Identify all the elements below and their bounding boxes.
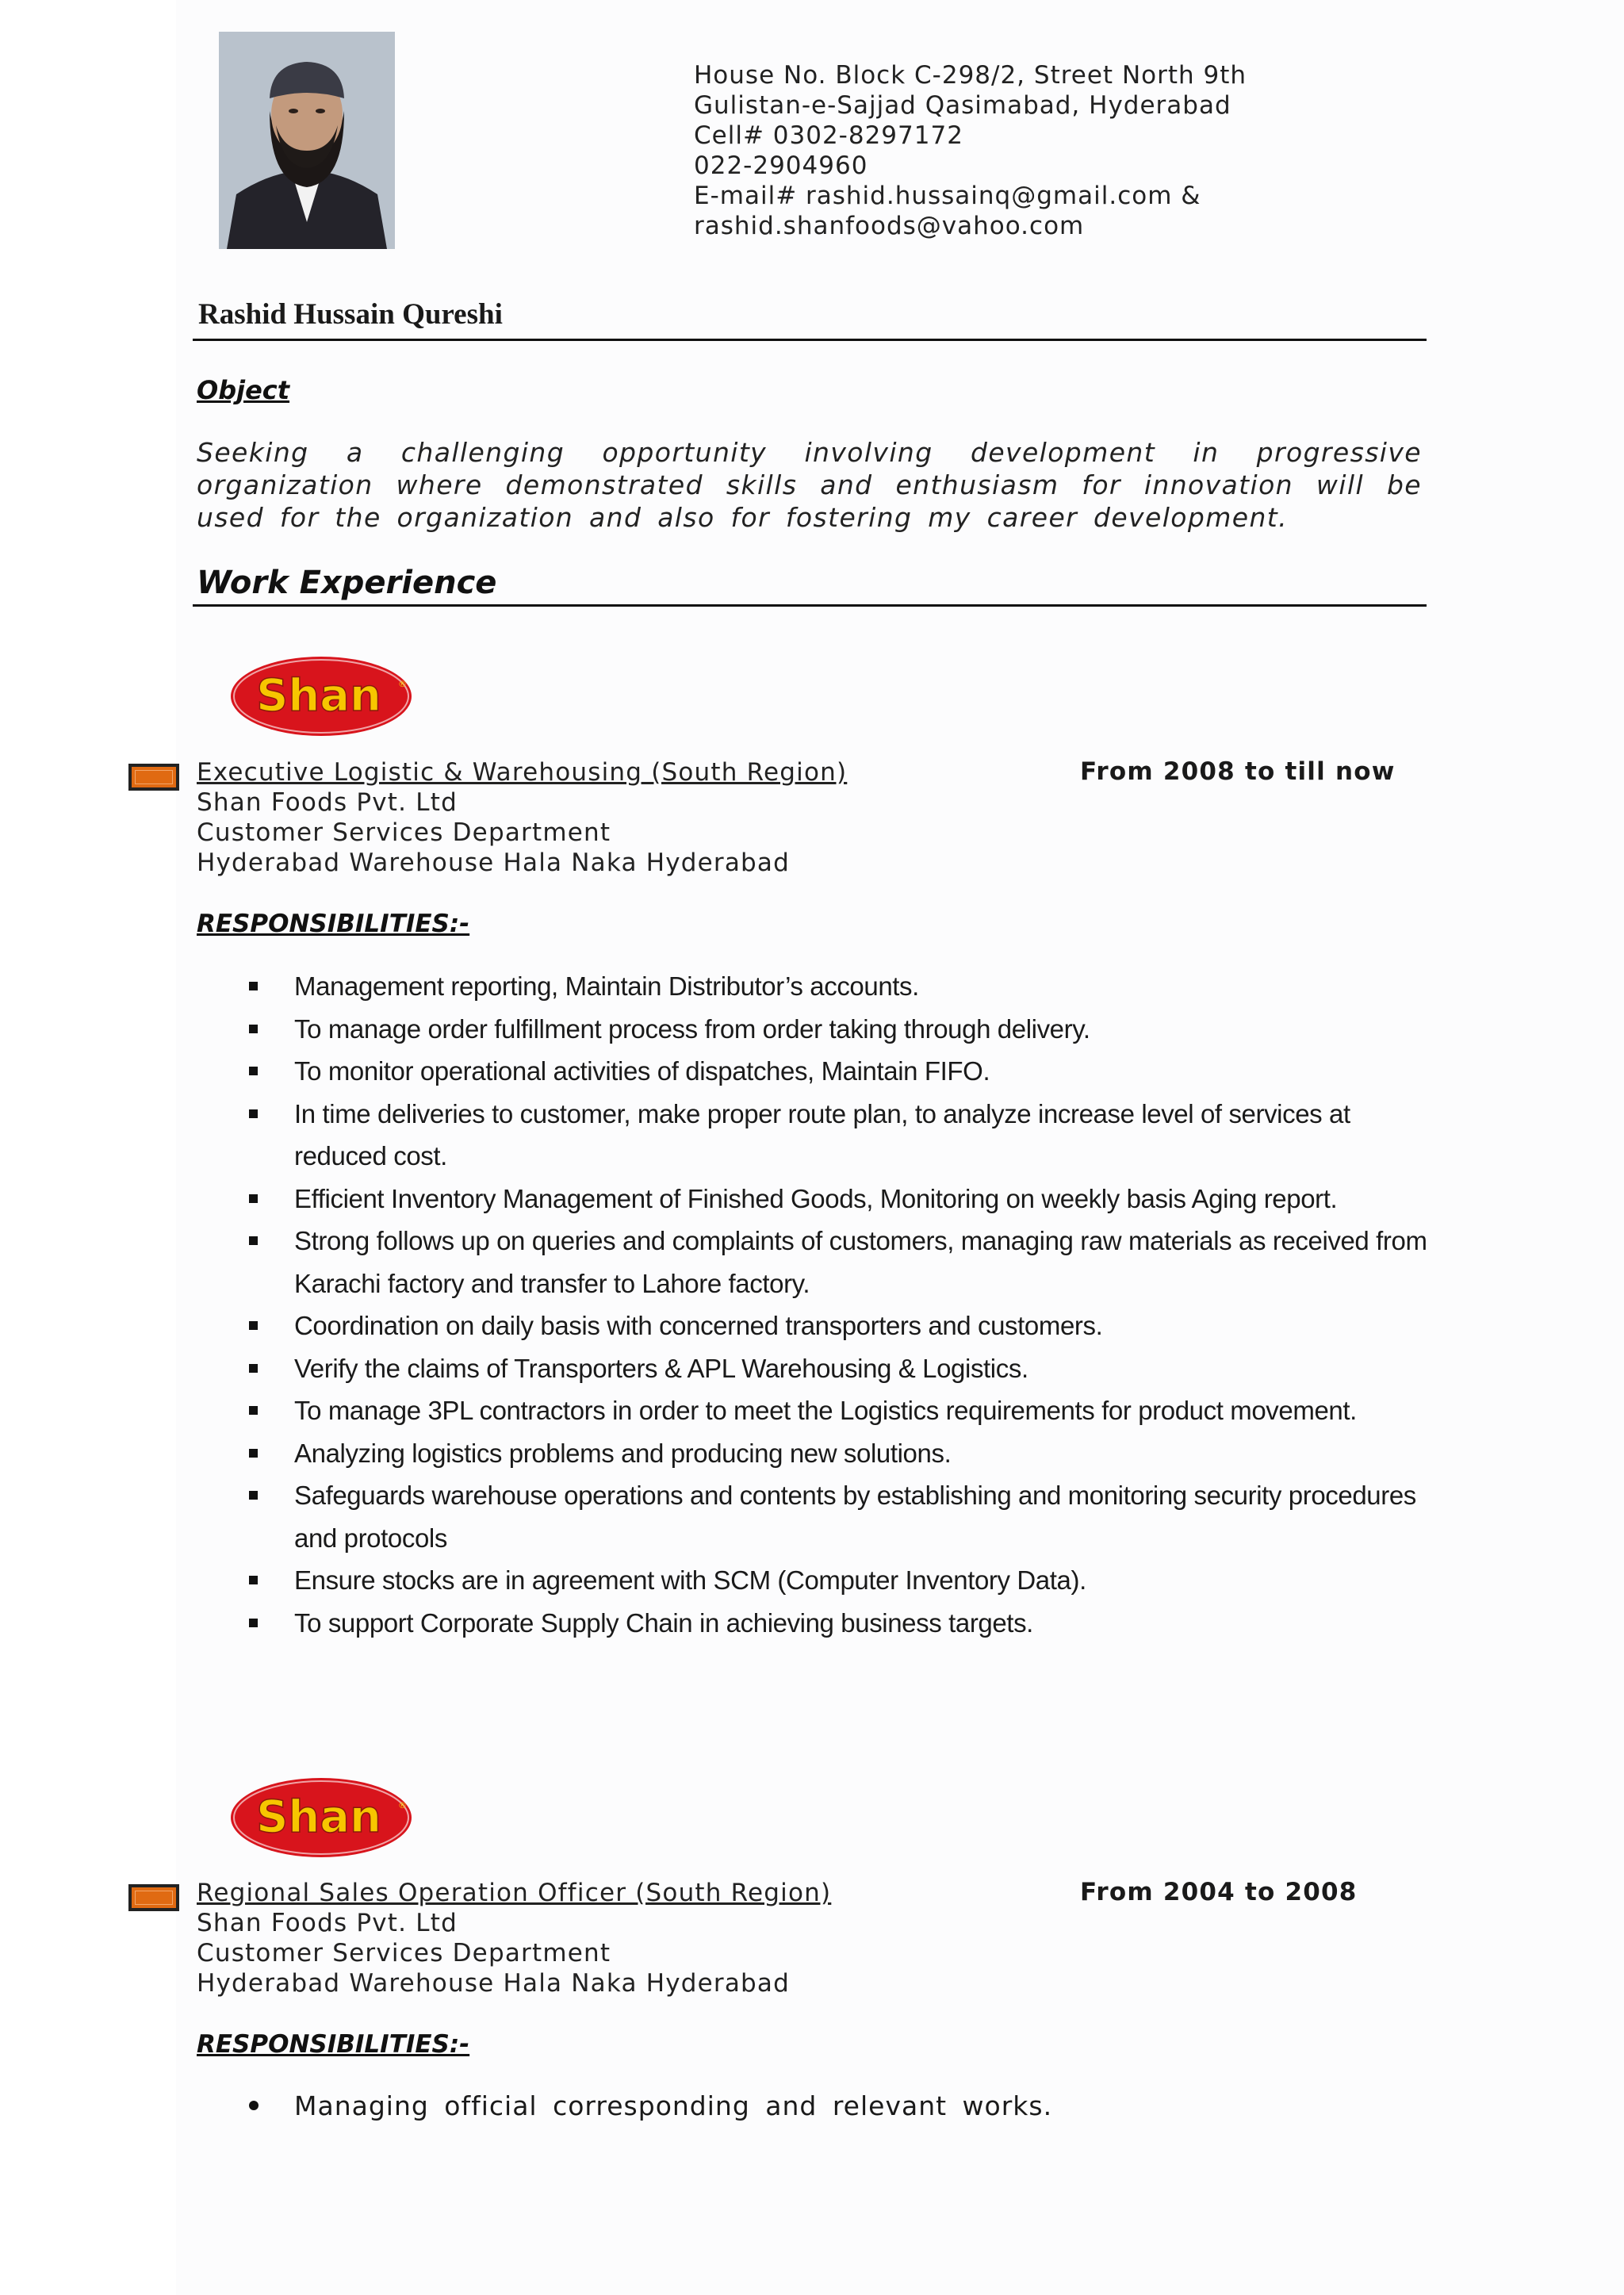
email-line[interactable]: E-mail# rashid.hussainq@gmail.com & — [694, 182, 1201, 210]
cell-number: Cell# 0302-8297172 — [694, 121, 963, 150]
responsibility-text: Safeguards warehouse operations and contents by establishing and monitoring security procedures and protocols — [294, 1481, 1416, 1553]
responsibility-text: Verify the claims of Transporters & APL Warehousing & Logistics. — [294, 1353, 1028, 1383]
responsibility-text: To monitor operational activities of dispatches, Maintain FIFO. — [294, 1056, 990, 1086]
job-marker-icon — [128, 764, 179, 791]
address-line-1: House No. Block C-298/2, Street North 9th — [694, 61, 1247, 90]
shan-logo — [228, 1776, 415, 1860]
responsibility-text: To manage 3PL contractors in order to meet the Logistics requirements for product movement. — [294, 1396, 1357, 1425]
job-department: Customer Services Department — [197, 1939, 611, 1967]
responsibility-item — [238, 1093, 1435, 1178]
work-experience-heading: Work Experience — [197, 565, 497, 601]
responsibility-item — [238, 1008, 1435, 1051]
job-period: From 2008 to till now — [1080, 757, 1396, 786]
responsibility-item — [238, 1050, 1435, 1093]
profile-photo — [219, 32, 395, 249]
bullet-icon — [249, 982, 258, 990]
bullet-icon — [249, 1491, 258, 1500]
phone-number: 022-2904960 — [694, 151, 868, 180]
bullet-icon — [249, 1576, 258, 1584]
candidate-name: Rashid Hussain Qureshi — [198, 298, 503, 331]
bullet-icon — [249, 1194, 258, 1203]
bullet-icon — [249, 1025, 258, 1033]
name-divider — [193, 339, 1427, 341]
responsibility-text: Management reporting, Maintain Distributor’s accounts. — [294, 971, 919, 1001]
responsibility-text: To manage order fulfillment process from order taking through delivery. — [294, 1013, 1090, 1044]
email-line-2[interactable]: rashid.shanfoods@vahoo.com — [694, 212, 1085, 240]
responsibility-item — [238, 1602, 1435, 1645]
svg-text:®: ® — [398, 1800, 407, 1810]
responsibility-item — [238, 1432, 1435, 1475]
responsibility-item — [238, 1178, 1435, 1220]
job-company: Shan Foods Pvt. Ltd — [197, 788, 458, 817]
responsibility-item — [238, 1220, 1435, 1305]
work-experience-divider — [193, 604, 1427, 607]
responsibility-item — [238, 1559, 1435, 1602]
bullet-icon — [249, 1406, 258, 1415]
job-company: Shan Foods Pvt. Ltd — [197, 1909, 458, 1937]
responsibilities-list — [238, 965, 1435, 1644]
bullet-icon — [249, 2101, 259, 2110]
shan-logo-text: Shan — [256, 1791, 381, 1843]
job-location: Hyderabad Warehouse Hala Naka Hyderabad — [197, 1969, 791, 1998]
responsibility-text: Coordination on daily basis with concerned transporters and customers. — [294, 1311, 1103, 1340]
responsibility-text: Ensure stocks are in agreement with SCM (Computer Inventory Data). — [294, 1565, 1086, 1595]
responsibility-item — [238, 1347, 1435, 1390]
job-title: Regional Sales Operation Officer (South Region) — [197, 1879, 832, 1907]
responsibilities-list — [238, 2085, 1435, 2128]
bullet-icon — [249, 1236, 258, 1245]
objective-heading: Object — [197, 375, 290, 405]
responsibilities-heading: RESPONSIBILITIES:- — [197, 910, 470, 938]
job-details — [197, 757, 847, 878]
shan-logo — [228, 655, 415, 738]
responsibility-item — [238, 965, 1435, 1008]
bullet-icon — [249, 1449, 258, 1458]
bullet-icon — [249, 1619, 258, 1627]
job-marker-icon — [128, 1884, 179, 1911]
job-title: Executive Logistic & Warehousing (South Region) — [197, 758, 848, 787]
responsibility-item — [238, 1305, 1435, 1347]
responsibilities-heading: RESPONSIBILITIES:- — [197, 2030, 470, 2059]
job-department: Customer Services Department — [197, 818, 611, 847]
address-line-2: Gulistan-e-Sajjad Qasimabad, Hyderabad — [694, 91, 1231, 120]
responsibility-text: To support Corporate Supply Chain in achieving business targets. — [294, 1607, 1033, 1638]
shan-logo-text: Shan — [256, 670, 381, 722]
job-period: From 2004 to 2008 — [1080, 1878, 1358, 1906]
responsibility-text: Strong follows up on queries and complaints of customers, managing raw materials as received from Karachi factory and transfer to Lahore factory. — [294, 1226, 1427, 1298]
bullet-icon — [249, 1321, 258, 1330]
responsibility-item — [238, 2085, 1435, 2128]
responsibility-item — [238, 1389, 1435, 1432]
svg-text:®: ® — [398, 679, 407, 689]
objective-text: Seeking a challenging opportunity involving development in progressive organization where demonstrated skills and enthusiasm for innovation will be used for the organization and also for fostering my career development. — [197, 437, 1422, 533]
bullet-icon — [249, 1109, 258, 1118]
responsibility-item — [238, 1474, 1435, 1559]
responsibility-text: Efficient Inventory Management of Finished Goods, Monitoring on weekly basis Aging report. — [294, 1183, 1338, 1213]
responsibility-text: Managing official corresponding and relevant works. — [294, 2090, 1053, 2121]
bullet-icon — [249, 1067, 258, 1075]
job-details — [197, 1878, 831, 1998]
bullet-icon — [249, 1364, 258, 1373]
responsibility-text: In time deliveries to customer, make proper route plan, to analyze increase level of services at reduced cost. — [294, 1098, 1350, 1170]
job-location: Hyderabad Warehouse Hala Naka Hyderabad — [197, 849, 791, 877]
contact-block — [694, 60, 1408, 241]
responsibility-text: Analyzing logistics problems and producing new solutions. — [294, 1438, 952, 1468]
